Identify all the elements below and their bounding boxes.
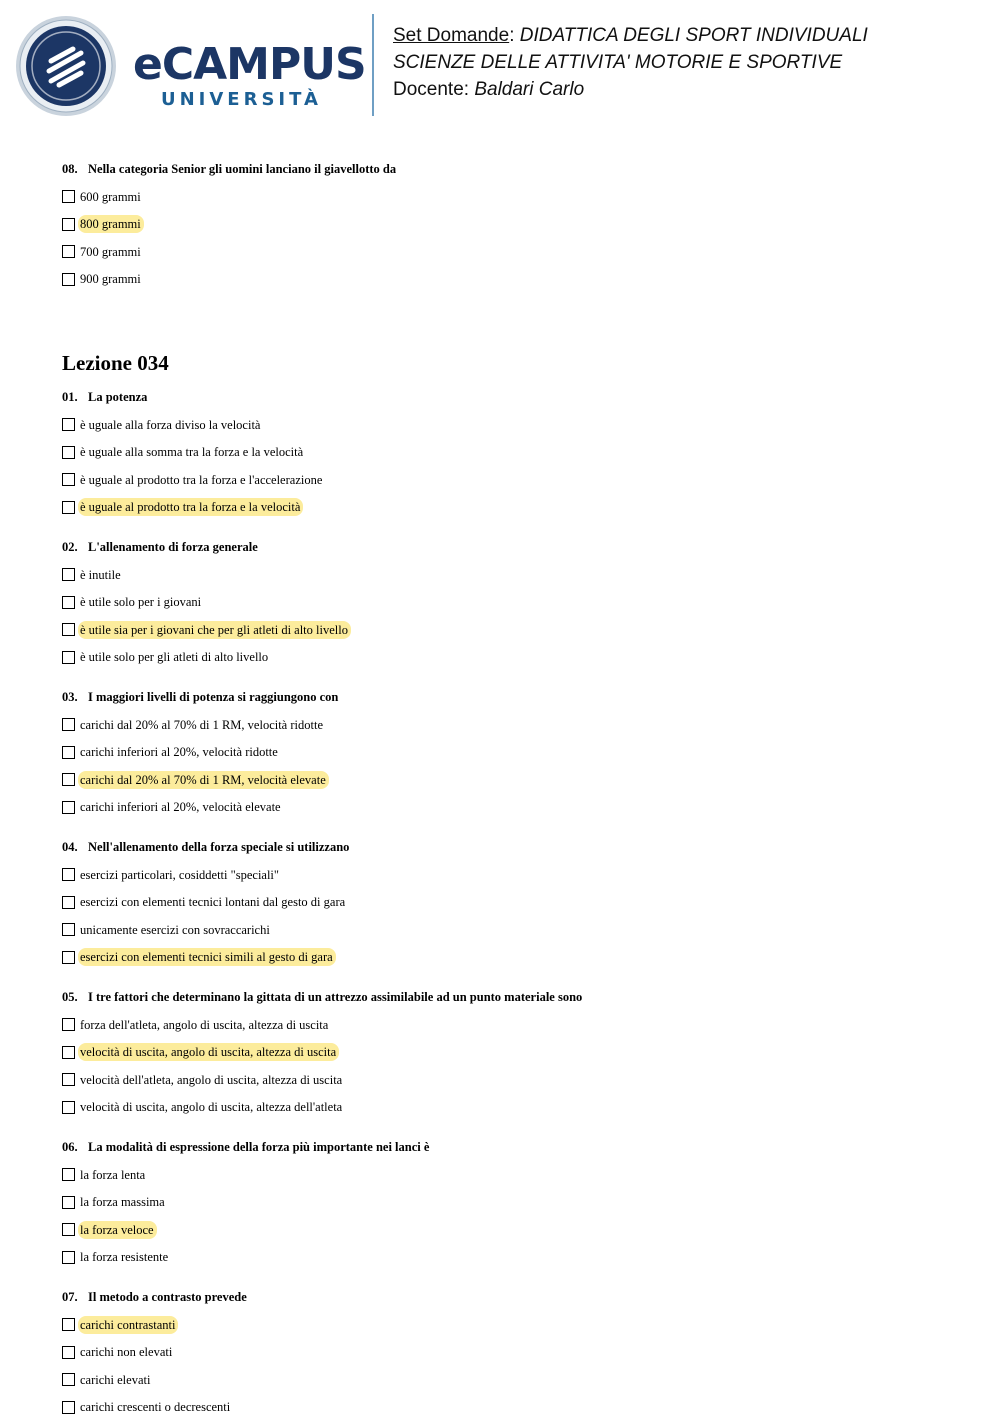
checkbox[interactable] xyxy=(62,923,75,936)
question-number: 02. xyxy=(62,533,88,561)
answer-option[interactable] xyxy=(62,794,962,822)
answer-option[interactable] xyxy=(62,1366,962,1394)
logo-main-text: eCAMPUS xyxy=(133,40,366,90)
checkbox[interactable] xyxy=(62,1196,75,1209)
question-text: Il metodo a contrasto prevede xyxy=(88,1290,247,1304)
question-text: La potenza xyxy=(88,390,147,404)
answer-option[interactable] xyxy=(62,889,962,917)
spacer xyxy=(62,1271,962,1283)
checkbox[interactable] xyxy=(62,1346,75,1359)
checkbox[interactable] xyxy=(62,773,75,786)
answer-option[interactable] xyxy=(62,238,962,266)
checkbox[interactable] xyxy=(62,1223,75,1236)
checkbox[interactable] xyxy=(62,473,75,486)
checkbox[interactable] xyxy=(62,568,75,581)
question-heading xyxy=(62,533,962,561)
checkbox[interactable] xyxy=(62,1251,75,1264)
question-heading xyxy=(62,1283,962,1311)
question-heading xyxy=(62,683,962,711)
answer-text: carichi dal 20% al 70% di 1 RM, velocità ridotte xyxy=(78,716,326,734)
answer-option-correct[interactable] xyxy=(62,1311,962,1339)
ecampus-wordmark xyxy=(133,40,358,115)
answer-text-highlighted: la forza veloce xyxy=(78,1221,157,1239)
checkbox[interactable] xyxy=(62,596,75,609)
checkbox[interactable] xyxy=(62,501,75,514)
answer-text: è uguale alla somma tra la forza e la velocità xyxy=(78,443,306,461)
answer-option[interactable] xyxy=(62,1189,962,1217)
checkbox[interactable] xyxy=(62,718,75,731)
checkbox[interactable] xyxy=(62,218,75,231)
teacher-label: Docente: xyxy=(393,79,474,100)
checkbox[interactable] xyxy=(62,273,75,286)
answer-text-highlighted: esercizi con elementi tecnici simili al gesto di gara xyxy=(78,948,336,966)
checkbox[interactable] xyxy=(62,746,75,759)
answer-option[interactable] xyxy=(62,561,962,589)
answer-option[interactable] xyxy=(62,1011,962,1039)
checkbox[interactable] xyxy=(62,418,75,431)
answer-text: 900 grammi xyxy=(78,270,144,288)
answer-text: velocità dell'atleta, angolo di uscita, altezza di uscita xyxy=(78,1071,345,1089)
answer-text: carichi non elevati xyxy=(78,1343,175,1361)
answer-option[interactable] xyxy=(62,1094,962,1122)
question-number: 07. xyxy=(62,1283,88,1311)
questions-content xyxy=(62,155,962,1421)
answer-text-highlighted: 800 grammi xyxy=(78,215,144,233)
checkbox[interactable] xyxy=(62,1018,75,1031)
checkbox[interactable] xyxy=(62,1401,75,1414)
checkbox[interactable] xyxy=(62,1073,75,1086)
set-colon: : xyxy=(509,25,520,46)
checkbox[interactable] xyxy=(62,951,75,964)
question-number: 01. xyxy=(62,383,88,411)
answer-text: 700 grammi xyxy=(78,243,144,261)
answer-option-correct[interactable] xyxy=(62,1216,962,1244)
checkbox[interactable] xyxy=(62,868,75,881)
page-header xyxy=(0,0,1000,125)
answer-text: forza dell'atleta, angolo di uscita, altezza di uscita xyxy=(78,1016,331,1034)
answer-option-correct[interactable] xyxy=(62,494,962,522)
answer-text: la forza resistente xyxy=(78,1248,171,1266)
answer-option[interactable] xyxy=(62,1339,962,1367)
header-divider xyxy=(372,14,374,116)
answer-option[interactable] xyxy=(62,411,962,439)
teacher-line xyxy=(393,76,993,103)
answer-text: carichi inferiori al 20%, velocità ridotte xyxy=(78,743,281,761)
question-prev-08 xyxy=(62,155,962,293)
answer-text: carichi crescenti o decrescenti xyxy=(78,1398,233,1416)
answer-text: è utile solo per gli atleti di alto livello xyxy=(78,648,271,666)
answer-option[interactable] xyxy=(62,1161,962,1189)
answer-option[interactable] xyxy=(62,711,962,739)
question-number: 04. xyxy=(62,833,88,861)
question-heading xyxy=(62,983,962,1011)
spacer xyxy=(62,521,962,533)
checkbox[interactable] xyxy=(62,1373,75,1386)
answer-text: unicamente esercizi con sovraccarichi xyxy=(78,921,273,939)
answer-option[interactable] xyxy=(62,739,962,767)
question-heading xyxy=(62,383,962,411)
set-line xyxy=(393,22,993,49)
checkbox[interactable] xyxy=(62,245,75,258)
answer-option[interactable] xyxy=(62,644,962,672)
answer-text: la forza massima xyxy=(78,1193,168,1211)
answer-text-highlighted: è utile sia per i giovani che per gli atleti di alto livello xyxy=(78,621,351,639)
question-text: Nella categoria Senior gli uomini lanciano il giavellotto da xyxy=(88,162,396,176)
answer-option-correct[interactable] xyxy=(62,1039,962,1067)
question-05 xyxy=(62,983,962,1121)
answer-text: 600 grammi xyxy=(78,188,144,206)
checkbox[interactable] xyxy=(62,446,75,459)
answer-option-correct[interactable] xyxy=(62,766,962,794)
answer-text: carichi inferiori al 20%, velocità elevate xyxy=(78,798,284,816)
answer-text-highlighted: carichi contrastanti xyxy=(78,1316,178,1334)
checkbox[interactable] xyxy=(62,623,75,636)
answer-text-highlighted: carichi dal 20% al 70% di 1 RM, velocità elevate xyxy=(78,771,329,789)
question-number: 03. xyxy=(62,683,88,711)
answer-text: carichi elevati xyxy=(78,1371,153,1389)
checkbox[interactable] xyxy=(62,1046,75,1059)
question-02 xyxy=(62,533,962,671)
question-03 xyxy=(62,683,962,821)
question-number: 05. xyxy=(62,983,88,1011)
question-text: La modalità di espressione della forza più importante nei lanci è xyxy=(88,1140,429,1154)
teacher-name: Baldari Carlo xyxy=(474,79,584,100)
answer-option[interactable] xyxy=(62,1244,962,1272)
question-01 xyxy=(62,383,962,521)
answer-text: esercizi particolari, cosiddetti "speciali" xyxy=(78,866,282,884)
logo-sub-text: UNIVERSITÀ xyxy=(161,89,322,111)
checkbox[interactable] xyxy=(62,190,75,203)
answer-text: la forza lenta xyxy=(78,1166,148,1184)
answer-option-correct[interactable] xyxy=(62,944,962,972)
question-text: Nell'allenamento della forza speciale si utilizzano xyxy=(88,840,349,854)
question-heading xyxy=(62,833,962,861)
answer-text: è uguale alla forza diviso la velocità xyxy=(78,416,263,434)
lesson-title: Lezione 034 xyxy=(62,343,962,383)
answer-text: esercizi con elementi tecnici lontani dal gesto di gara xyxy=(78,893,348,911)
answer-text: è uguale al prodotto tra la forza e l'accelerazione xyxy=(78,471,325,489)
spacer xyxy=(62,1121,962,1133)
answer-option[interactable] xyxy=(62,183,962,211)
answer-text-highlighted: velocità di uscita, angolo di uscita, altezza di uscita xyxy=(78,1043,339,1061)
checkbox[interactable] xyxy=(62,801,75,814)
question-text: L'allenamento di forza generale xyxy=(88,540,258,554)
header-info xyxy=(393,22,993,103)
spacer xyxy=(62,671,962,683)
spacer xyxy=(62,821,962,833)
question-number: 06. xyxy=(62,1133,88,1161)
checkbox[interactable] xyxy=(62,1168,75,1181)
answer-text: è utile solo per i giovani xyxy=(78,593,204,611)
answer-option[interactable] xyxy=(62,861,962,889)
set-label: Set Domande xyxy=(393,25,509,46)
question-text: I maggiori livelli di potenza si raggiungono con xyxy=(88,690,338,704)
checkbox[interactable] xyxy=(62,1101,75,1114)
answer-option[interactable] xyxy=(62,1066,962,1094)
answer-option[interactable] xyxy=(62,266,962,294)
course-title: DIDATTICA DEGLI SPORT INDIVIDUALI xyxy=(520,25,868,46)
answer-option[interactable] xyxy=(62,439,962,467)
answer-option[interactable] xyxy=(62,1394,962,1421)
question-06 xyxy=(62,1133,962,1271)
question-number: 08. xyxy=(62,155,88,183)
question-07 xyxy=(62,1283,962,1421)
answer-option[interactable] xyxy=(62,589,962,617)
answer-option-correct[interactable] xyxy=(62,616,962,644)
question-heading xyxy=(62,1133,962,1161)
question-text: I tre fattori che determinano la gittata di un attrezzo assimilabile ad un punto materiale sono xyxy=(88,990,582,1004)
checkbox[interactable] xyxy=(62,896,75,909)
checkbox[interactable] xyxy=(62,651,75,664)
answer-text: velocità di uscita, angolo di uscita, altezza dell'atleta xyxy=(78,1098,345,1116)
question-heading xyxy=(62,155,962,183)
ecampus-seal-logo xyxy=(15,15,117,117)
degree-name: SCIENZE DELLE ATTIVITA' MOTORIE E SPORTIVE xyxy=(393,49,993,76)
answer-text: è inutile xyxy=(78,566,124,584)
answer-option-correct[interactable] xyxy=(62,211,962,239)
spacer xyxy=(62,971,962,983)
answer-text-highlighted: è uguale al prodotto tra la forza e la velocità xyxy=(78,498,303,516)
answer-option[interactable] xyxy=(62,916,962,944)
checkbox[interactable] xyxy=(62,1318,75,1331)
answer-option[interactable] xyxy=(62,466,962,494)
question-04 xyxy=(62,833,962,971)
